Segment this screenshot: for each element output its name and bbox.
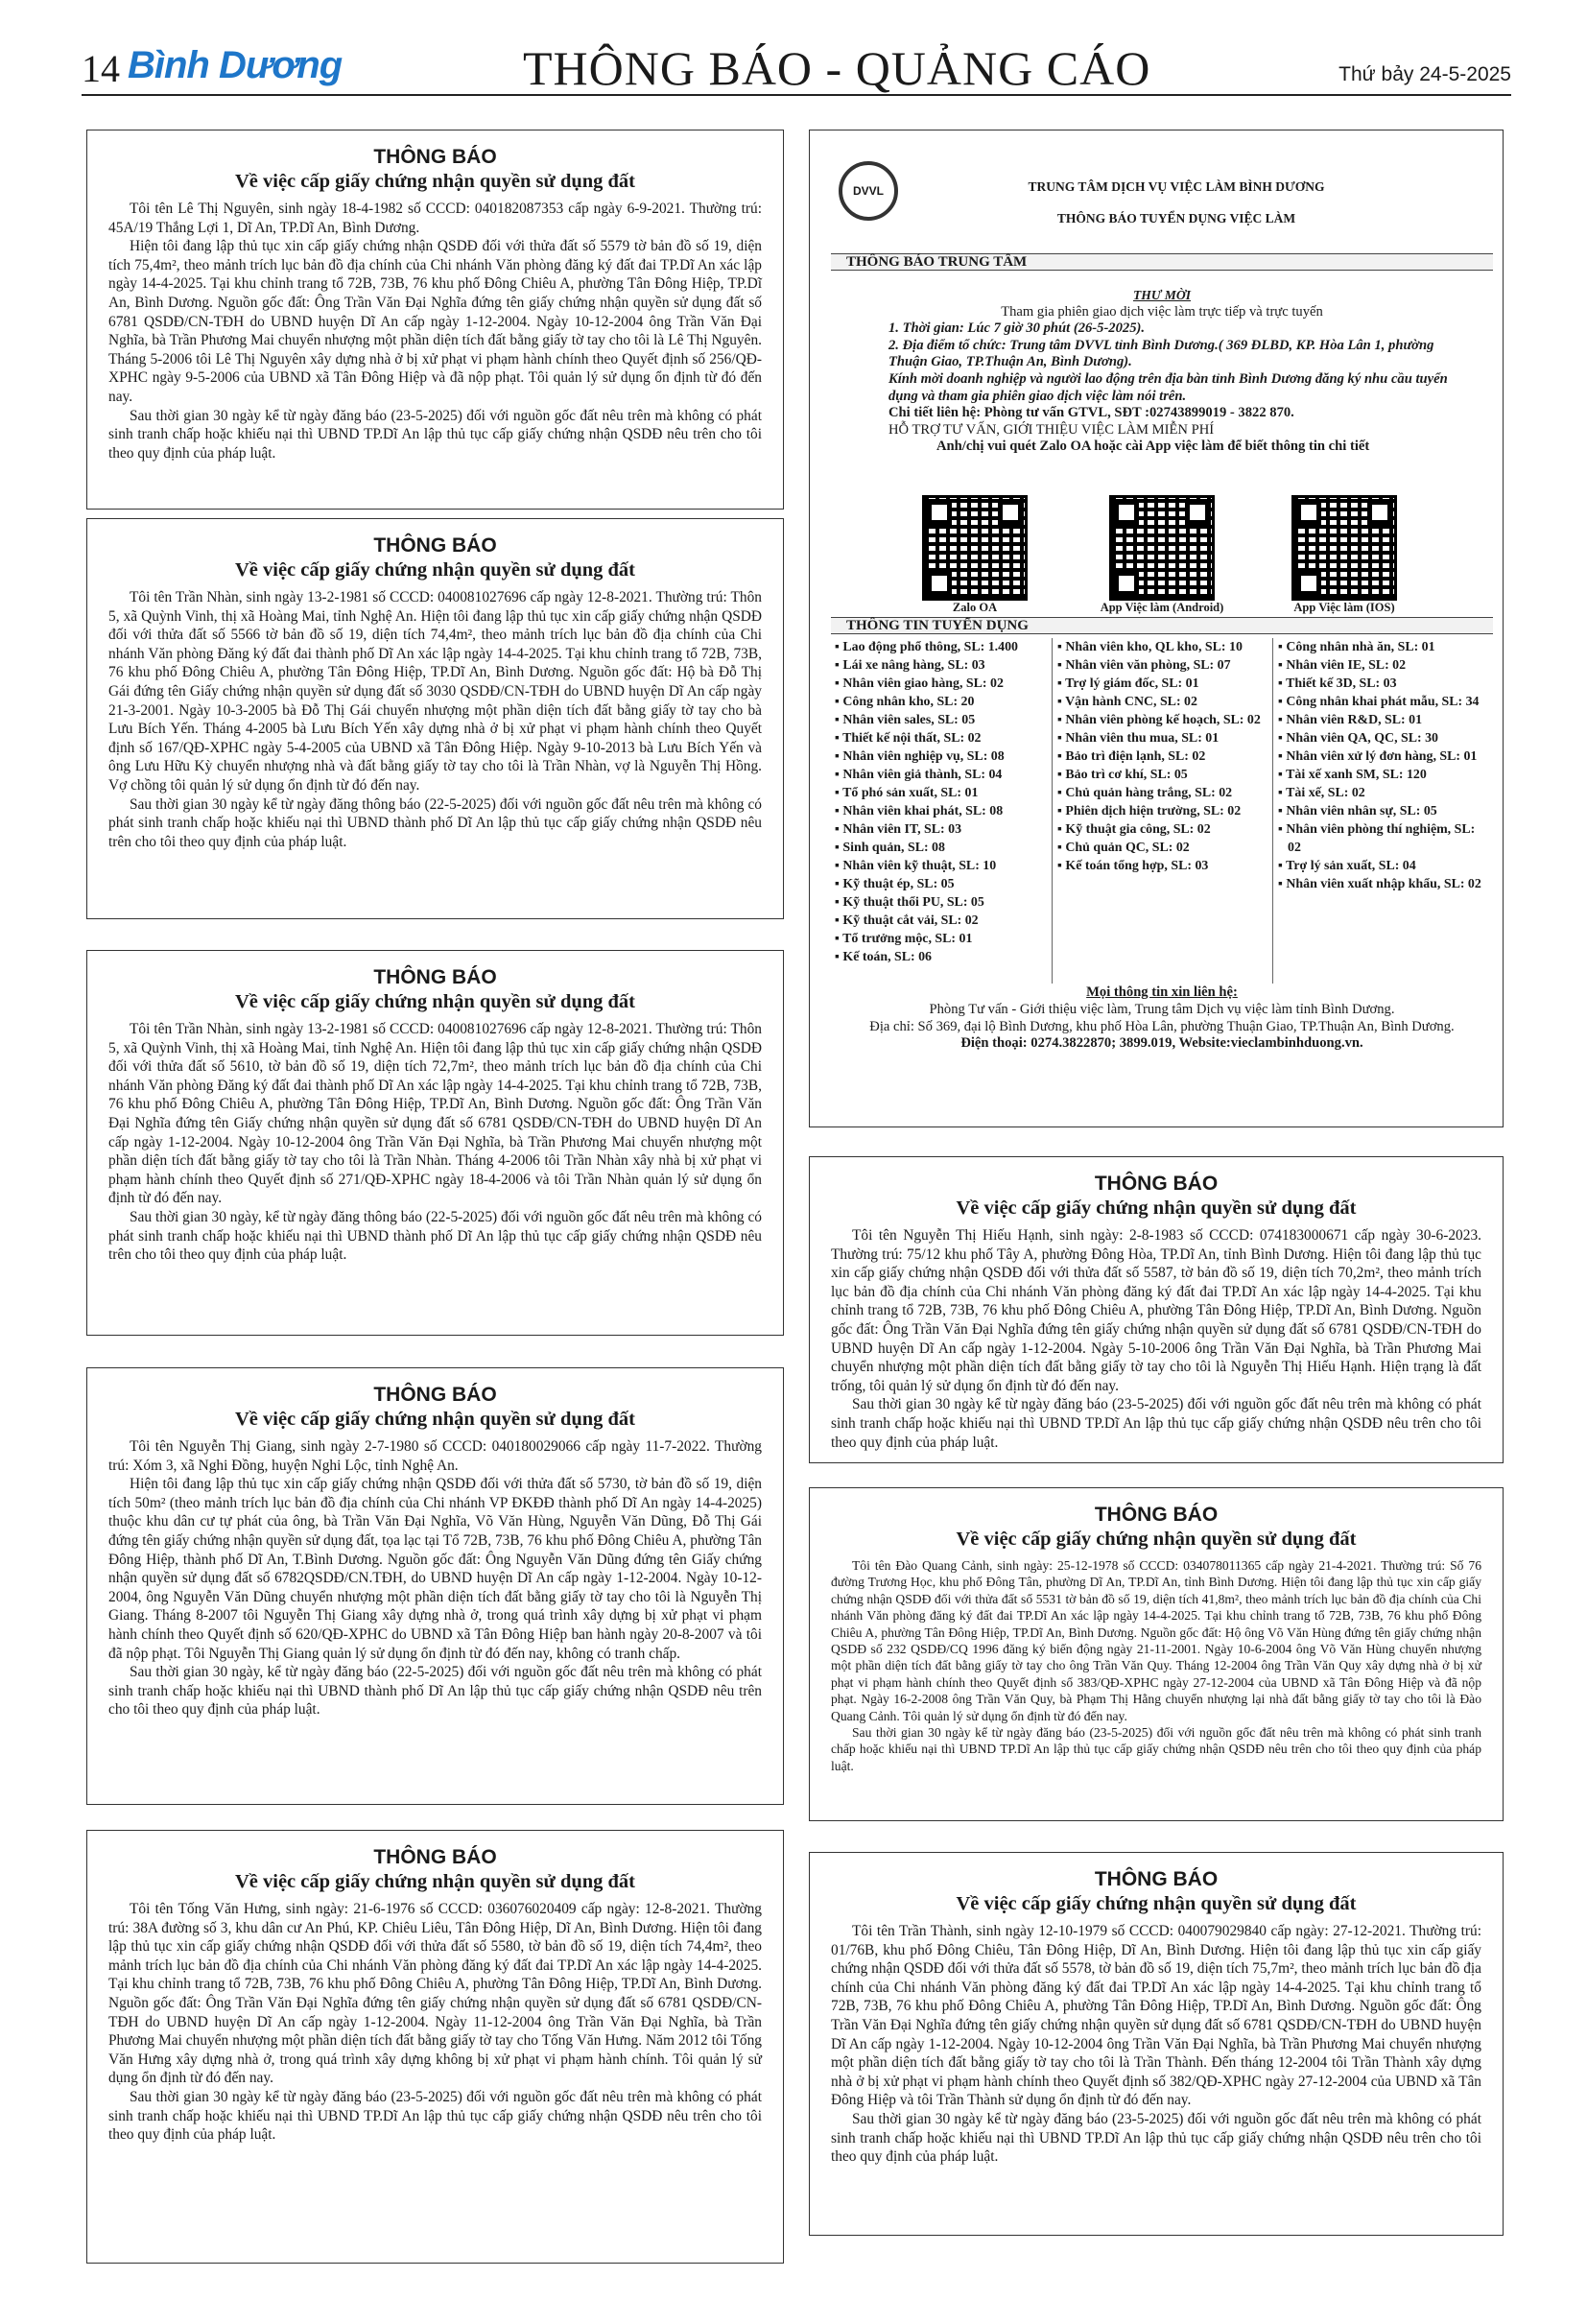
job-item: ▪ Nhân viên khai phát, SL: 08 (835, 804, 1004, 818)
invite-title: THƯ MỜI (1132, 288, 1191, 302)
notice-subtitle: Về việc cấp giấy chứng nhận quyền sử dụng đất (234, 559, 636, 581)
notice-title: THÔNG BÁO (373, 966, 497, 988)
job-listing (831, 634, 1493, 984)
notice-title: THÔNG BÁO (1094, 1504, 1219, 1526)
qr-label: Zalo OA (952, 601, 998, 614)
job-item: ▪ Nhân viên IE, SL: 02 (1278, 658, 1407, 673)
notice-paragraph: Sau thời gian 30 ngày kể từ ngày đăng báo (23-5-2025) đối với nguồn gốc đất nêu trên mà không có phát sinh tranh chấp hoặc khiếu nại thì UBND TP.Dĩ An lập thủ tục cấp giấy chứng nhận QSDĐ nêu trên cho tôi theo quy định của pháp luật. (108, 407, 762, 462)
job-column-2 (1057, 638, 1268, 875)
notice-subtitle: Về việc cấp giấy chứng nhận quyền sử dụng đất (234, 171, 636, 192)
job-item: ▪ Nhân viên phòng thí nghiệm, SL: 02 (1278, 822, 1476, 855)
notice-title: THÔNG BÁO (373, 1846, 497, 1868)
notice-paragraph: Sau thời gian 30 ngày kể từ ngày đăng thông báo (22-5-2025) đối với nguồn gốc đất nêu trên mà không có phát sinh tranh chấp hoặc khiếu nại thì UBND thành phố Dĩ An lập thủ tục cấp giấy chứng nhận QSDĐ nêu trên cho tôi theo quy định của pháp luật. (108, 795, 762, 850)
job-item: ▪ Nhân viên sales, SL: 05 (835, 713, 976, 727)
job-item: ▪ Tài xế xanh SM, SL: 120 (1278, 768, 1427, 782)
job-item: ▪ Kỹ thuật cắt vải, SL: 02 (835, 913, 979, 928)
job-item: ▪ Nhân viên phòng kế hoạch, SL: 02 (1057, 713, 1261, 727)
job-item: ▪ Vận hành CNC, SL: 02 (1057, 695, 1197, 709)
qr-code-zalo[interactable] (922, 495, 1028, 601)
job-column-3 (1278, 638, 1489, 893)
contact-title: Mọi thông tin xin liên hệ: (1086, 984, 1238, 1000)
job-item: ▪ Kỹ thuật thổi PU, SL: 05 (835, 895, 984, 910)
page-header (82, 38, 1511, 96)
invite-line: 1. Thời gian: Lúc 7 giờ 30 phút (26-5-2025). (888, 320, 1146, 337)
qr-code-ios[interactable] (1291, 495, 1397, 601)
qr-code-android[interactable] (1109, 495, 1215, 601)
notice-paragraph: Tôi tên Lê Thị Nguyên, sinh ngày 18-4-1982 số CCCD: 040182087353 cấp ngày 6-9-2021. Thường trú: 45A/19 Thắng Lợi 1, Dĩ An, TP.Dĩ An, Bình Dương. (108, 201, 762, 236)
section-label: THÔNG TIN TUYỂN DỤNG (846, 618, 1029, 633)
notice-subtitle: Về việc cấp giấy chứng nhận quyền sử dụng đất (956, 1529, 1357, 1550)
notice-paragraph: Tôi tên Trần Nhàn, sinh ngày 13-2-1981 số CCCD: 040081027696 cấp ngày 12-8-2021. Thường trú: Thôn 5, xã Quỳnh Vinh, thị xã Hoàng Mai, tỉnh Nghệ An. Hiện tôi đang lập thủ tục xin cấp giấy chứng nhận QSDĐ đối với thửa đất số 5610, tờ bản đồ số 19, diện tích 72,7m², theo mảnh trích lục bản đồ địa chính của Chi nhánh Văn phòng Đăng ký đất đai thành phố Dĩ An xác lập ngày 14-4-2025. Tại khu chỉnh trang tổ 72B, 73B, 76 khu phố Đông Chiêu A, phường Tân Đông Hiệp, TP.Dĩ An, Bình Dương. Nguồn gốc đất: Ông Trần Văn Đại Nghĩa đứng tên Giấy chứng nhận quyền sử dụng đất số 6781 QSDĐ/CN-TĐH do UBND huyện Dĩ An cấp ngày 1-12-2004. Ngày 10-12-2004 ông Trần Văn Đại Nghĩa, bà Trần Phương Mai chuyển nhượng một phần diện tích đất bằng giấy tờ tay cho tôi là Trần Nhàn. Tháng 4-2006 tôi Trần Nhàn xây nhà bị xử phạt vi phạm hành chính theo Quyết định số 271/QĐ-XPHC ngày 18-4-2006 và tôi Trần Nhàn quản lý sử dụng ổn định từ đó đến nay. (108, 1021, 762, 1207)
job-item: ▪ Nhân viên giả thành, SL: 04 (835, 768, 1003, 782)
job-item: ▪ Công nhân kho, SL: 20 (835, 695, 975, 709)
job-item: ▪ Kỹ thuật gia công, SL: 02 (1057, 822, 1211, 837)
invite-line: Anh/chị vui quét Zalo OA hoặc cài App việc làm để biết thông tin chi tiết (936, 439, 1370, 455)
notice-paragraph: Hiện tôi đang lập thủ tục xin cấp giấy chứng nhận QSDĐ đối với thửa đất số 5730, tờ bản đồ số 19, diện tích 50m² (theo mảnh trích lục bản đồ địa chính của Chi nhánh VP ĐKĐĐ thành phố Dĩ An ngày 14-4-2025) thuộc khu dân cư tự phát của ông, bà Trần Văn Đại Nghĩa, Võ Văn Hùng, Nguyễn Văn Dũng, Đỗ Thị Gái đứng tên giấy chứng nhận quyền sử dụng đất, tọa lạc tại Tổ 72B, 73B, 76 khu phố Đông Chiêu A, phường Tân Đông Hiệp, thành phố Dĩ An, T.Bình Dương. Nguồn gốc đất: Ông Nguyễn Văn Dũng đứng tên Giấy chứng nhận quyền sử dụng đất số 6782QSDĐ/CN.TĐH, do UBND huyện Dĩ An cấp ngày 1-12-2004. Ngày 10-12-2004, ông Nguyễn Văn Dũng chuyển nhượng một phần diện tích đất bằng giấy tờ tay cho tôi là Nguyễn Thị Giang. Tháng 8-2007 tôi Nguyễn Thị Giang xây dựng nhà ở, trong quá trình xây dựng bị xử phạt vi phạm hành chính theo Quyết định số 620/QĐ-XPHC do UBND xã Tân Đông Hiệp ban hành ngày 20-8-2007 và tôi đã nộp phạt. Tôi Nguyễn Thị Giang quản lý sử dụng ổn định từ đó đến nay, không có tranh chấp. (108, 1476, 762, 1662)
job-item: ▪ Kế toán, SL: 06 (835, 950, 933, 964)
qr-label: App Việc làm (IOS) (1293, 601, 1395, 614)
notice-7 (809, 1487, 1504, 1821)
invite-line: Tham gia phiên giao dịch việc làm trực tiếp và trực tuyến (1001, 303, 1323, 320)
notice-title: THÔNG BÁO (373, 1384, 497, 1406)
job-item: ▪ Nhân viên xử lý đơn hàng, SL: 01 (1278, 749, 1478, 764)
notice-title: THÔNG BÁO (373, 146, 497, 168)
notice-subtitle: Về việc cấp giấy chứng nhận quyền sử dụng đất (234, 1409, 636, 1430)
notice-5 (86, 1830, 784, 2264)
job-item: ▪ Lao động phổ thông, SL: 1.400 (835, 640, 1018, 654)
notice-subtitle: Về việc cấp giấy chứng nhận quyền sử dụng đất (234, 1871, 636, 1892)
job-item: ▪ Nhân viên R&D, SL: 01 (1278, 713, 1423, 727)
notice-paragraph: Sau thời gian 30 ngày, kể từ ngày đăng thông báo (22-5-2025) đối với nguồn gốc đất nêu trên mà không có phát sinh tranh chấp hoặc khiếu nại thì UBND thành phố Dĩ An lập thủ tục cấp giấy chứng nhận QSDĐ nêu trên cho tôi theo quy định của pháp luật. (108, 1208, 762, 1264)
issue-date: Thứ bảy 24-5-2025 (1338, 63, 1511, 85)
notice-subtitle: Về việc cấp giấy chứng nhận quyền sử dụng đất (234, 991, 636, 1012)
notice-paragraph: Tôi tên Nguyễn Thị Hiếu Hạnh, sinh ngày: 2-8-1983 số CCCD: 074183000671 cấp ngày 30-6-2023. Thường trú: 75/12 khu phố Tây A, phường Đông Hòa, TP.Dĩ An, tỉnh Bình Dương. Hiện tôi đang lập thủ tục xin cấp giấy chứng nhận QSDĐ đối với thửa đất số 5587, tờ bản đồ số 19, diện tích 70,2m², theo mảnh trích lục bản đồ địa chính của Chi nhánh Văn phòng đăng ký đất đai TP.Dĩ An xác lập ngày 14-4-2025. Tại khu chỉnh trang tổ 72B, 73B, 76 khu phố Đông Chiêu A, phường Tân Đông Hiệp, TP.Dĩ An, Bình Dương. Nguồn gốc đất: Ông Trần Văn Đại Nghĩa đứng tên giấy chứng nhận quyền sử dụng đất số 6781 QSDĐ/CN-TĐH do UBND huyện Dĩ An cấp ngày 1-12-2004. Ngày 5-10-2006 ông Trần Văn Đại Nghĩa, bà Trần Phương Mai chuyển nhượng một phần diện tích đất bằng giấy tờ tay cho tôi là Nguyễn Thị Hiếu Hạnh. Hiện trạng là đất trống, tôi quản lý sử dụng ổn định từ đó đến nay. (831, 1227, 1481, 1394)
job-item: ▪ Thiết kế 3D, SL: 03 (1278, 676, 1397, 691)
notice-paragraph: Tôi tên Trần Thành, sinh ngày 12-10-1979 số CCCD: 040079029840 cấp ngày: 27-12-2021. Thường trú: 01/76B, khu phố Đông Chiêu, Tân Đông Hiệp, Dĩ An, Bình Dương. Hiện tôi đang lập thủ tục xin cấp giấy chứng nhận QSDĐ đối với thửa đất số 5578, tờ bản đồ số 19, diện tích 75,7m², theo mảnh trích lục bản đồ địa chính của Chi nhánh Văn phòng đăng ký đất đai TP.Dĩ An xác lập ngày 14-4-2025. Tại khu chỉnh trang tổ 72B, 73B, 76 khu phố Đông Chiêu A, phường Tân Đông Hiệp, TP.Dĩ An, Bình Dương. Nguồn gốc đất: Ông Trần Văn Đại Nghĩa đứng tên giấy chứng nhận quyền sử dụng đất số 6781 QSDĐ/CN-TĐH do UBND huyện Dĩ An cấp ngày 1-12-2004. Ngày 10-12-2004 ông Trần Văn Đại Nghĩa, bà Trần Phương Mai chuyển nhượng một phần diện tích đất bằng giấy tờ tay cho tôi là Trần Thành. Đến tháng 12-2004 tôi Trần Thành xây dựng nhà ở bị xử phạt vi phạm hành chính theo Quyết định số 382/QĐ-XPHC ngày 27-12-2004 của UBND xã Tân Đông Hiệp và tôi Trần Thành sử dụng ổn định từ đó đến nay. (831, 1923, 1481, 2109)
job-item: ▪ Nhân viên kho, QL kho, SL: 10 (1057, 640, 1243, 654)
job-item: ▪ Nhân viên văn phòng, SL: 07 (1057, 658, 1231, 673)
job-item: ▪ Nhân viên giao hàng, SL: 02 (835, 676, 1004, 691)
invite-line: HỖ TRỢ TƯ VẤN, GIỚI THIỆU VIỆC LÀM MIỄN PHÍ (888, 421, 1215, 438)
job-item: ▪ Nhân viên xuất nhập khẩu, SL: 02 (1278, 877, 1481, 891)
job-item: ▪ Tổ trưởng mộc, SL: 01 (835, 932, 973, 946)
job-item: ▪ Nhân viên IT, SL: 03 (835, 822, 962, 837)
section-bar-jobs (831, 617, 1493, 634)
notice-title: THÔNG BÁO (1094, 1173, 1219, 1195)
section-bar-center (831, 253, 1493, 271)
contact-line: Địa chỉ: Số 369, đại lộ Bình Dương, khu phố Hòa Lân, phường Thuận Giao, TP.Thuận An, Bình Dương. (869, 1018, 1455, 1034)
job-item: ▪ Bảo trì điện lạnh, SL: 02 (1057, 749, 1206, 764)
job-item: ▪ Phiên dịch hiện trường, SL: 02 (1057, 804, 1242, 818)
notice-6 (809, 1156, 1504, 1463)
org-subtitle: THÔNG BÁO TUYỂN DỤNG VIỆC LÀM (1056, 211, 1296, 225)
job-item: ▪ Trợ lý sản xuất, SL: 04 (1278, 859, 1416, 873)
page-number: 14 (82, 47, 120, 90)
notice-paragraph: Sau thời gian 30 ngày kể từ ngày đăng báo (23-5-2025) đối với nguồn gốc đất nêu trên mà không có phát sinh tranh chấp hoặc khiếu nại thì UBND TP.Dĩ An lập thủ tục cấp giấy chứng nhận QSDĐ nêu trên cho tôi theo quy định của pháp luật. (831, 2110, 1481, 2166)
notice-paragraph: Hiện tôi đang lập thủ tục xin cấp giấy chứng nhận QSDĐ đối với thửa đất số 5579 tờ bản đồ số 19, diện tích 75,4m², theo mảnh trích lục bản đồ địa chính của Chi nhánh Văn phòng đăng ký đất đai TP.Dĩ An xác lập ngày 14-4-2025. Tại khu chỉnh trang tổ 72B, 73B, 76 khu phố Đông Chiêu A, phường Tân Đông Hiệp, TP.Dĩ An, Bình Dương. Nguồn gốc đất: Ông Trần Văn Đại Nghĩa đứng tên giấy chứng nhận quyền sử dụng đất số 6781 QSDĐ/CN-TĐH do UBND huyện Dĩ An cấp ngày 1-12-2004. Ngày 10-12-2004 ông Trần Văn Đại Nghĩa, bà Trần Phương Mai chuyển nhượng một phần diện tích đất bằng giấy tờ tay cho tôi là Lê Thị Nguyên. Tháng 5-2006 tôi Lê Thị Nguyên xây dựng nhà ở bị xử phạt vi phạm hành chính theo Quyết định số 256/QĐ-XPHC ngày 9-5-2006 của UBND xã Tân Đông Hiệp và đã nộp phạt. Tôi quản lý sử dụng ổn định từ đó đến nay. (108, 238, 762, 405)
notice-paragraph: Sau thời gian 30 ngày kể từ ngày đăng báo (23-5-2025) đối với nguồn gốc đất nêu trên mà không có phát sinh tranh chấp hoặc khiếu nại thì UBND TP.Dĩ An lập thủ tục cấp giấy chứng nhận QSDĐ nêu trên cho tôi theo quy định của pháp luật. (831, 1725, 1481, 1773)
notice-paragraph: Tôi tên Trần Nhàn, sinh ngày 13-2-1981 số CCCD: 040081027696 cấp ngày 12-8-2021. Thường trú: Thôn 5, xã Quỳnh Vinh, thị xã Hoàng Mai, tỉnh Nghệ An. Hiện tôi đang lập thủ tục xin cấp giấy chứng nhận QSDĐ đối với thửa đất số 5566 tờ bản đồ số 19, diện tích 74,4m², theo mảnh trích lục bản đồ địa chính của Chi nhánh Văn phòng Đăng ký đất đai thành phố Dĩ An xác lập ngày 14-4-2025. Tại khu chỉnh trang tổ 72B, 73B, 76 khu phố Đông Chiêu A, phường Tân Đông Hiệp, TP.Dĩ An, Bình Dương. Nguồn gốc đất: Hộ bà Đỗ Thị Gái đứng tên Giấy chứng nhận quyền sử dụng đất số 3030 QSDĐ/CN-TĐH do UBND huyện Dĩ An cấp ngày 21-3-2001. Ngày 10-3-2005 bà Đỗ Thị Gái chuyển nhượng một phần diện tích đất bằng giấy tờ tay cho bà Lưu Bích Yến. Tháng 4-2005 bà Lưu Bích Yến xây dựng nhà ở bị xử phạt vi phạm hành chính theo Quyết định số 167/QĐ-XPHC ngày 5-4-2005 của UBND xã Tân Đông Hiệp. Ngày 9-10-2013 bà Lưu Bích Yến và ông Lưu Hữu Kỳ chuyển nhượng nhà và đất bằng giấy tờ tay cho tôi là Trần Nhàn, vợ là Nguyễn Thị Hồng. Vợ chồng tôi quản lý sử dụng ổn định từ đó đến nay. (108, 589, 762, 794)
dvvl-logo: DVVL (839, 161, 898, 221)
notice-paragraph: Sau thời gian 30 ngày kể từ ngày đăng báo (23-5-2025) đối với nguồn gốc đất nêu trên mà không có phát sinh tranh chấp hoặc khiếu nại thì UBND TP.Dĩ An lập thủ tục cấp giấy chứng nhận QSDĐ nêu trên cho tôi theo quy định của pháp luật. (108, 2088, 762, 2144)
notice-4 (86, 1367, 784, 1805)
job-advert (809, 130, 1504, 1127)
notice-paragraph: Tôi tên Đào Quang Cảnh, sinh ngày: 25-12-1978 số CCCD: 034078011365 cấp ngày 21-4-2021. Thường trú: Số 76 đường Trương Học, khu phố Đông Tân, phường Dĩ An, TP.Dĩ An, tỉnh Bình Dương. Hiện tôi đang lập thủ tục xin cấp giấy chứng nhận QSDĐ đối với thửa đất số 5531 tờ bản đồ số 19, diện tích 41,8m², theo mảnh trích lục bản đồ địa chính của Chi nhánh Văn phòng đăng ký đất đai TP.Dĩ An xác lập ngày 14-4-2025. Tại khu chỉnh trang tổ 72B, 73B, 76 khu phố Đông Chiêu A, phường Tân Đông Hiệp, TP.Dĩ An, Bình Dương. Nguồn gốc đất: Hộ ông Võ Văn Hùng đứng tên giấy chứng nhận QSDĐ số 232 QSDĐ/CQ 1996 đăng ký biến động ngày 21-11-2001. Ngày 10-6-2004 ông Võ Văn Hùng chuyển nhượng một phần diện tích đất bằng giấy tờ tay cho ông Trần Văn Quy. Tháng 12-2004 ông Trần Văn Quy xây dựng nhà ở bị xử phạt vi phạm hành chính theo Quyết định số 383/QĐ-XPHC ngày 27-12-2004 của UBND xã Tân Đông Hiệp và đã nộp phạt. Ngày 16-2-2008 ông Trần Văn Quy, bà Phạm Thị Hằng chuyển nhượng lại nhà đất bằng giấy tờ tay cho tôi là Đào Quang Cảnh. Tôi quản lý sử dụng ổn định từ đó đến nay. (831, 1558, 1481, 1723)
section-label: THÔNG BÁO TRUNG TÂM (846, 254, 1028, 270)
job-item: ▪ Trợ lý giám đốc, SL: 01 (1057, 676, 1199, 691)
job-item: ▪ Nhân viên thu mua, SL: 01 (1057, 731, 1220, 746)
job-org-header (917, 171, 1435, 234)
job-item: ▪ Công nhân khai phát mẫu, SL: 34 (1278, 695, 1480, 709)
invite-line: Kính mời doanh nghiệp và người lao động trên địa bàn tỉnh Bình Dương đăng ký nhu cầu tuyển dụng và tham gia phiên giao dịch việc làm nói trên. (888, 370, 1448, 404)
org-name: TRUNG TÂM DỊCH VỤ VIỆC LÀM BÌNH DƯƠNG (1028, 179, 1325, 194)
notice-subtitle: Về việc cấp giấy chứng nhận quyền sử dụng đất (956, 1198, 1357, 1219)
notice-1 (86, 130, 784, 510)
job-item: ▪ Sinh quản, SL: 08 (835, 841, 945, 855)
job-item: ▪ Kỹ thuật ép, SL: 05 (835, 877, 955, 891)
job-column-1 (835, 638, 1046, 966)
notice-subtitle: Về việc cấp giấy chứng nhận quyền sử dụng đất (956, 1893, 1357, 1914)
job-item: ▪ Lái xe nâng hàng, SL: 03 (835, 658, 985, 673)
notice-paragraph: Tôi tên Tống Văn Hưng, sinh ngày: 21-6-1976 số CCCD: 036076020409 cấp ngày: 12-8-2021. Thường trú: 38A đường số 3, khu dân cư An Phú, KP. Chiêu Liêu, Tân Đông Hiệp, Dĩ An, Bình Dương. Hiện tôi đang lập thủ tục xin cấp giấy chứng nhận QSDĐ đối với thửa đất số 5580, tờ bản đồ số 19, diện tích 74,4m², theo mảnh trích lục bản đồ địa chính của Chi nhánh Văn phòng đăng ký đất đai TP.Dĩ An xác lập ngày 14-4-2025. Tại khu chỉnh trang tổ 72B, 73B, 76 khu phố Đông Chiêu A, phường Tân Đông Hiệp, TP.Dĩ An, Bình Dương. Nguồn gốc đất: Ông Trần Văn Đại Nghĩa đứng tên giấy chứng nhận quyền sử dụng đất số 6781 QSDĐ/CN-TĐH do UBND huyện Dĩ An cấp ngày 1-12-2004. Ngày 11-12-2004 ông Trần Văn Đại Nghĩa, bà Trần Phương Mai chuyển nhượng một phần diện tích đất bằng giấy tờ tay cho Tống Văn Hưng. Năm 2012 tôi Tống Văn Hưng xây dựng nhà ở, trong quá trình xây dựng không bị xử phạt vi phạm hành chính. Tôi quản lý sử dụng ổn định từ đó đến nay. (108, 1901, 762, 2087)
invite-line: Chi tiết liên hệ: Phòng tư vấn GTVL, SĐT :02743899019 - 3822 870. (888, 405, 1294, 421)
job-item: ▪ Nhân viên kỹ thuật, SL: 10 (835, 859, 997, 873)
notice-3 (86, 950, 784, 1336)
job-item: ▪ Tổ phó sản xuất, SL: 01 (835, 786, 979, 800)
job-item: ▪ Kế toán tổng hợp, SL: 03 (1057, 859, 1209, 873)
contact-line: Phòng Tư vấn - Giới thiệu việc làm, Trung tâm Dịch vụ việc làm tỉnh Bình Dương. (929, 1001, 1395, 1017)
contact-info (831, 984, 1493, 1053)
notice-paragraph: Sau thời gian 30 ngày kể từ ngày đăng báo (23-5-2025) đối với nguồn gốc đất nêu trên mà không có phát sinh tranh chấp hoặc khiếu nại thì UBND TP.Dĩ An lập thủ tục cấp giấy chứng nhận QSDĐ nêu trên cho tôi theo quy định của pháp luật. (831, 1396, 1481, 1451)
notice-paragraph: Sau thời gian 30 ngày, kể từ ngày đăng báo (22-5-2025) đối với nguồn gốc đất nêu trên mà không có phát sinh tranh chấp hoặc khiếu nại thì UBND thành phố Dĩ An lập thủ tục cấp giấy chứng nhận QSDĐ nêu trên cho tôi theo quy định của pháp luật. (108, 1664, 762, 1719)
notice-2 (86, 518, 784, 919)
contact-line: Điện thoại: 0274.3822870; 3899.019, Website:vieclambinhduong.vn. (960, 1035, 1363, 1052)
invite-line: 2. Địa điểm tổ chức: Trung tâm DVVL tỉnh Bình Dương.( 369 ĐLBD, KP. Hòa Lân 1, phường Thuận Giao, TP.Thuận An, Bình Dương). (888, 337, 1434, 370)
job-item: ▪ Nhân viên nghiệp vụ, SL: 08 (835, 749, 1005, 764)
section-title: THÔNG BÁO - QUẢNG CÁO (523, 41, 1151, 95)
notice-paragraph: Tôi tên Nguyễn Thị Giang, sinh ngày 2-7-1980 số CCCD: 040180029066 cấp ngày 11-7-2022. Thường trú: Xóm 3, xã Nghi Đồng, huyện Nghi Lộc, tỉnh Nghệ An. (108, 1438, 762, 1474)
job-item: ▪ Chủ quản QC, SL: 02 (1057, 841, 1190, 855)
job-item: ▪ Bảo trì cơ khí, SL: 05 (1057, 768, 1188, 782)
qr-label: App Việc làm (Android) (1100, 601, 1224, 614)
column-divider (1272, 638, 1273, 984)
notice-8 (809, 1852, 1504, 2236)
column-divider (1052, 638, 1053, 984)
job-item: ▪ Nhân viên QA, QC, SL: 30 (1278, 731, 1439, 746)
job-item: ▪ Công nhân nhà ăn, SL: 01 (1278, 640, 1435, 654)
job-item: ▪ Tài xế, SL: 02 (1278, 786, 1365, 800)
brand-logo: Bình Dương (128, 44, 343, 86)
job-item: ▪ Thiết kế nội thất, SL: 02 (835, 731, 982, 746)
notice-title: THÔNG BÁO (1094, 1868, 1219, 1890)
notice-title: THÔNG BÁO (373, 534, 497, 557)
job-item: ▪ Nhân viên nhân sự, SL: 05 (1278, 804, 1437, 818)
job-item: ▪ Chủ quản hàng trắng, SL: 02 (1057, 786, 1233, 800)
